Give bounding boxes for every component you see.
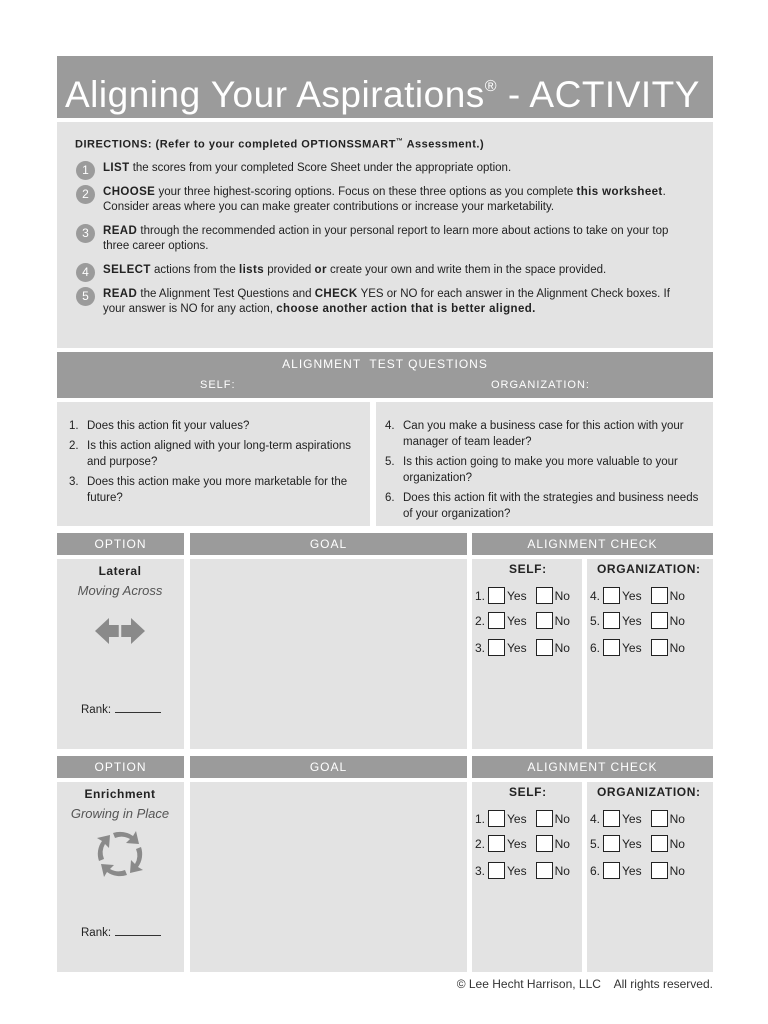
no-label: No (669, 863, 685, 878)
question-item (69, 418, 360, 434)
trademark-mark: ™ (395, 138, 404, 145)
step-keyword: or (314, 263, 327, 276)
question-item (69, 474, 360, 506)
check-number: 3. (475, 863, 486, 878)
step-text: the Alignment Test Questions and (137, 287, 315, 300)
no-label: No (669, 811, 685, 826)
check-number: 2. (475, 613, 486, 628)
yes-checkbox[interactable] (603, 639, 620, 656)
check-number: 5. (590, 613, 601, 628)
yes-label: Yes (507, 863, 527, 878)
rank-input-line[interactable] (115, 712, 161, 713)
direction-step (75, 161, 695, 176)
step-text: provided (264, 263, 315, 276)
title-text: Aligning Your Aspirations (65, 74, 485, 115)
check-row (475, 810, 576, 828)
no-checkbox[interactable] (651, 862, 668, 879)
check-number: 6. (590, 640, 601, 655)
rank-label: Rank: (81, 927, 112, 939)
question-number: 4. (385, 420, 395, 432)
self-check-label: SELF: (509, 785, 547, 799)
check-row (475, 862, 576, 880)
step-keyword: this worksheet (576, 185, 663, 198)
yes-checkbox[interactable] (488, 835, 505, 852)
check-number: 3. (475, 640, 486, 655)
alignment-check-column-header: ALIGNMENT CHECK (472, 533, 713, 555)
yes-label: Yes (622, 613, 642, 628)
no-checkbox[interactable] (536, 587, 553, 604)
yes-label: Yes (622, 836, 642, 851)
question-text: Can you make a business case for this action with your manager of team leader? (403, 420, 684, 448)
check-row (590, 639, 691, 657)
directions-heading (75, 138, 695, 151)
step-text: the scores from your completed Score Sheet under the appropriate option. (129, 161, 512, 174)
no-label: No (554, 588, 570, 603)
no-checkbox[interactable] (651, 810, 668, 827)
organization-check-label: ORGANIZATION: (597, 562, 701, 576)
question-number: 2. (69, 440, 79, 452)
check-number: 1. (475, 588, 486, 603)
step-text: . Consider areas where you can make greater contributions or increase your marketability. (103, 185, 666, 213)
organization-label: ORGANIZATION: (491, 379, 590, 391)
step-number-badge: 5 (76, 287, 95, 306)
self-label: SELF: (200, 379, 236, 391)
check-row (590, 862, 691, 880)
option-subtitle: Growing in Place (70, 806, 170, 821)
step-text: through the recommended action in your personal report to learn more about actions to take on your top three career options. (103, 224, 669, 252)
double-arrow-icon (93, 604, 147, 658)
step-text: your three highest-scoring options. Focus on these three options as you complete (155, 185, 577, 198)
question-number: 5. (385, 456, 395, 468)
step-number-badge: 1 (76, 161, 95, 180)
no-label: No (669, 613, 685, 628)
question-text: Does this action fit your values? (87, 420, 250, 432)
yes-label: Yes (507, 640, 527, 655)
yes-label: Yes (507, 613, 527, 628)
step-number-badge: 2 (76, 185, 95, 204)
direction-step (75, 287, 695, 317)
direction-step (75, 224, 695, 254)
question-text: Does this action make you more marketable for the future? (87, 476, 348, 504)
yes-label: Yes (507, 588, 527, 603)
check-row (590, 612, 691, 630)
check-row (475, 639, 576, 657)
option-column-header: OPTION (57, 533, 184, 555)
alignment-questions-title: ALIGNMENT TEST QUESTIONS (282, 357, 488, 371)
rank-field[interactable] (81, 704, 161, 716)
no-label: No (554, 836, 570, 851)
directions-heading-text: DIRECTIONS: (Refer to your completed OPTIONSSMART (75, 138, 396, 151)
yes-label: Yes (622, 588, 642, 603)
no-checkbox[interactable] (651, 587, 668, 604)
organization-questions (376, 402, 713, 526)
no-label: No (554, 863, 570, 878)
yes-checkbox[interactable] (488, 862, 505, 879)
no-label: No (554, 640, 570, 655)
step-keyword: READ (103, 287, 138, 300)
yes-checkbox[interactable] (603, 862, 620, 879)
question-number: 1. (69, 420, 79, 432)
yes-label: Yes (622, 640, 642, 655)
self-check-label: SELF: (509, 562, 547, 576)
check-row (475, 587, 576, 605)
alignment-questions-header (57, 352, 713, 398)
question-text: Is this action aligned with your long-term aspirations and purpose? (87, 440, 351, 468)
step-keyword: READ (103, 224, 138, 237)
step-keyword: SELECT (103, 263, 151, 276)
title-suffix: - ACTIVITY (497, 74, 700, 115)
self-check-cell (472, 559, 582, 749)
check-number: 4. (590, 811, 601, 826)
option-cell (57, 782, 184, 972)
step-keyword: CHOOSE (103, 185, 156, 198)
no-label: No (554, 613, 570, 628)
step-keyword: CHECK (314, 287, 358, 300)
yes-checkbox[interactable] (603, 587, 620, 604)
check-row (590, 810, 691, 828)
step-number-badge: 4 (76, 263, 95, 282)
goal-input-area[interactable] (190, 559, 467, 749)
no-checkbox[interactable] (536, 810, 553, 827)
step-keyword: LIST (103, 161, 130, 174)
goal-column-header: GOAL (190, 756, 467, 778)
no-checkbox[interactable] (536, 639, 553, 656)
yes-checkbox[interactable] (603, 810, 620, 827)
step-text: actions from the (150, 263, 239, 276)
directions-panel (57, 122, 713, 348)
option-subtitle: Moving Across (77, 583, 163, 598)
page-title (57, 56, 713, 118)
yes-checkbox[interactable] (488, 612, 505, 629)
check-row (590, 587, 691, 605)
yes-label: Yes (507, 836, 527, 851)
check-number: 5. (590, 836, 601, 851)
yes-checkbox[interactable] (488, 587, 505, 604)
check-row (475, 612, 576, 630)
question-item (69, 438, 360, 470)
yes-checkbox[interactable] (603, 835, 620, 852)
no-label: No (554, 811, 570, 826)
no-label: No (669, 588, 685, 603)
question-number: 6. (385, 492, 395, 504)
no-checkbox[interactable] (651, 835, 668, 852)
rank-input-line[interactable] (115, 935, 161, 936)
yes-label: Yes (622, 863, 642, 878)
option-name: Lateral (98, 564, 142, 578)
check-number: 4. (590, 588, 601, 603)
alignment-check-column-header: ALIGNMENT CHECK (472, 756, 713, 778)
self-questions (57, 402, 370, 526)
yes-label: Yes (622, 811, 642, 826)
yes-checkbox[interactable] (488, 810, 505, 827)
rank-label: Rank: (81, 704, 112, 716)
copyright-footer: © Lee Hecht Harrison, LLC All rights reserved. (456, 977, 713, 991)
yes-checkbox[interactable] (603, 612, 620, 629)
cycle-arrows-icon (93, 827, 147, 881)
goal-column-header: GOAL (190, 533, 467, 555)
question-item (385, 490, 703, 522)
question-text: Does this action fit with the strategies and business needs of your organization? (403, 492, 699, 520)
organization-check-label: ORGANIZATION: (597, 785, 701, 799)
check-number: 6. (590, 863, 601, 878)
registered-mark: ® (484, 78, 498, 95)
no-label: No (669, 640, 685, 655)
question-item (385, 418, 703, 450)
option-name: Enrichment (84, 787, 156, 801)
direction-step (75, 263, 695, 278)
step-keyword: lists (238, 263, 264, 276)
directions-heading-end: Assessment.) (403, 138, 485, 151)
step-text: create your own and write them in the space provided. (326, 263, 607, 276)
step-keyword: choose another action that is better aligned. (276, 302, 536, 315)
question-item (385, 454, 703, 486)
step-number-badge: 3 (76, 224, 95, 243)
check-number: 2. (475, 836, 486, 851)
yes-checkbox[interactable] (488, 639, 505, 656)
no-checkbox[interactable] (651, 639, 668, 656)
check-row (475, 835, 576, 853)
check-number: 1. (475, 811, 486, 826)
no-checkbox[interactable] (651, 612, 668, 629)
goal-input-area[interactable] (190, 782, 467, 972)
rank-field[interactable] (81, 927, 161, 939)
direction-step (75, 185, 695, 215)
check-row (590, 835, 691, 853)
no-checkbox[interactable] (536, 835, 553, 852)
organization-check-cell (587, 559, 713, 749)
step-text: YES or NO for each answer in the Alignment Check boxes. If your answer is NO for any action, (103, 287, 670, 315)
no-checkbox[interactable] (536, 612, 553, 629)
no-label: No (669, 836, 685, 851)
directions-steps (75, 161, 695, 317)
question-number: 3. (69, 476, 79, 488)
self-check-cell (472, 782, 582, 972)
option-column-header: OPTION (57, 756, 184, 778)
option-cell (57, 559, 184, 749)
organization-check-cell (587, 782, 713, 972)
yes-label: Yes (507, 811, 527, 826)
no-checkbox[interactable] (536, 862, 553, 879)
question-text: Is this action going to make you more valuable to your organization? (403, 456, 678, 484)
